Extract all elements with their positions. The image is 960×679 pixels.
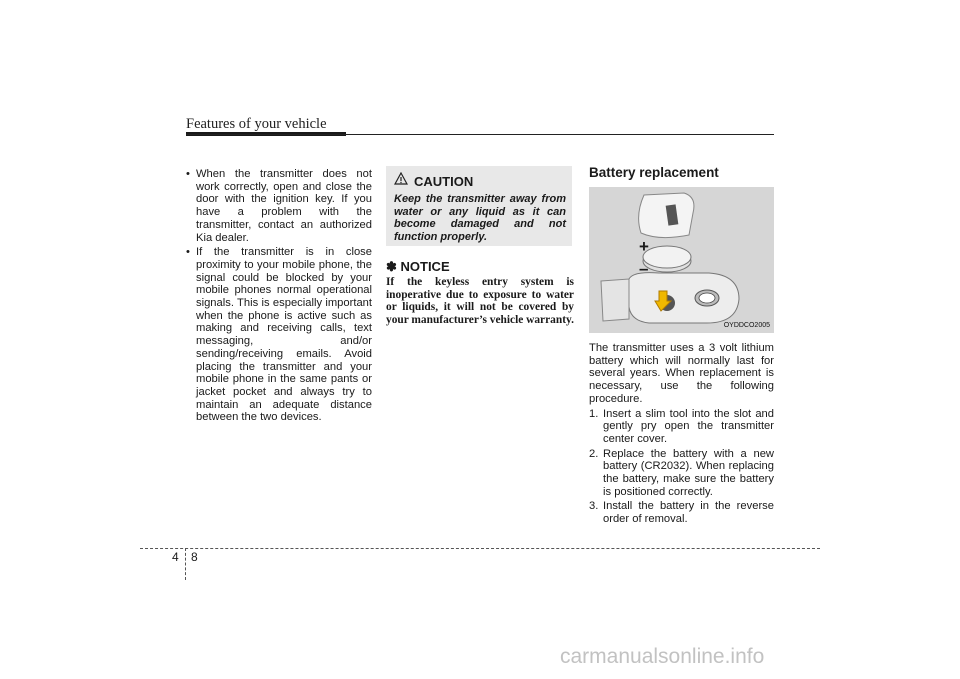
chapter-number: 4 (172, 550, 179, 564)
battery-section-title: Battery replacement (589, 165, 719, 180)
step-text: Insert a slim tool into the slot and gently pry open the transmitter center cover. (603, 407, 774, 445)
minus-sign: – (639, 259, 649, 278)
bullet-item (186, 246, 372, 424)
step-number: 1. (589, 407, 599, 420)
notice-title: ✽ NOTICE (386, 259, 450, 274)
bullet-dot: • (186, 246, 190, 259)
page-number: 8 (191, 550, 198, 564)
figure-code: OYDDCO2005 (723, 322, 770, 329)
notice-text: If the keyless entry system is inoperative due to exposure to water or liquids, it will not be covered by your manufacturer’s vehicle warranty. (386, 276, 574, 327)
step-item (589, 408, 774, 446)
caution-box (386, 166, 572, 246)
step-item (589, 500, 774, 525)
caution-title: CAUTION (414, 174, 474, 189)
step-number: 2. (589, 447, 599, 460)
watermark: carmanualsonline.info (560, 645, 765, 668)
caution-text: Keep the transmitter away from water or any liquid as it can become damaged and not function properly. (394, 193, 566, 243)
step-text: Install the battery in the reverse order of removal. (603, 500, 774, 526)
bullet-text: When the transmitter does not work correctly, open and close the door with the ignition key. If you have a problem with the transmitter, contact an authorized Kia dealer. (196, 168, 372, 244)
battery-figure (589, 187, 774, 333)
bullet-text: If the transmitter is in close proximity to your mobile phone, the signal could be blocked by your mobile phones normal operational signals. This is especially important when the phone is active such as making and receiving calls, text messaging, and/or sending/receiving emails. Avoid placing the transmitter and your mobile phone in the same pants or jacket pocket and always try to maintain an adequate distance between the two devices. (196, 246, 372, 424)
right-column (589, 342, 774, 528)
step-number: 3. (589, 500, 599, 513)
battery-intro: The transmitter uses a 3 volt lithium battery which will normally last for several years. When replacement is necessary, use the following procedure. (589, 342, 774, 405)
bullet-dot: • (186, 168, 190, 180)
step-text: Replace the battery with a new battery (CR2032). When replacing the battery, make sure the battery is positioned correctly. (603, 447, 774, 498)
bullet-item (186, 168, 372, 244)
warning-triangle-icon (394, 172, 408, 185)
footer-rule (140, 548, 820, 549)
step-item (589, 448, 774, 499)
plus-sign: + (639, 237, 649, 256)
page-header-title: Features of your vehicle (186, 116, 327, 132)
left-column (186, 168, 372, 426)
footer-divider (185, 548, 186, 580)
header-rule (186, 134, 774, 135)
key-fob-illustration (589, 187, 774, 333)
